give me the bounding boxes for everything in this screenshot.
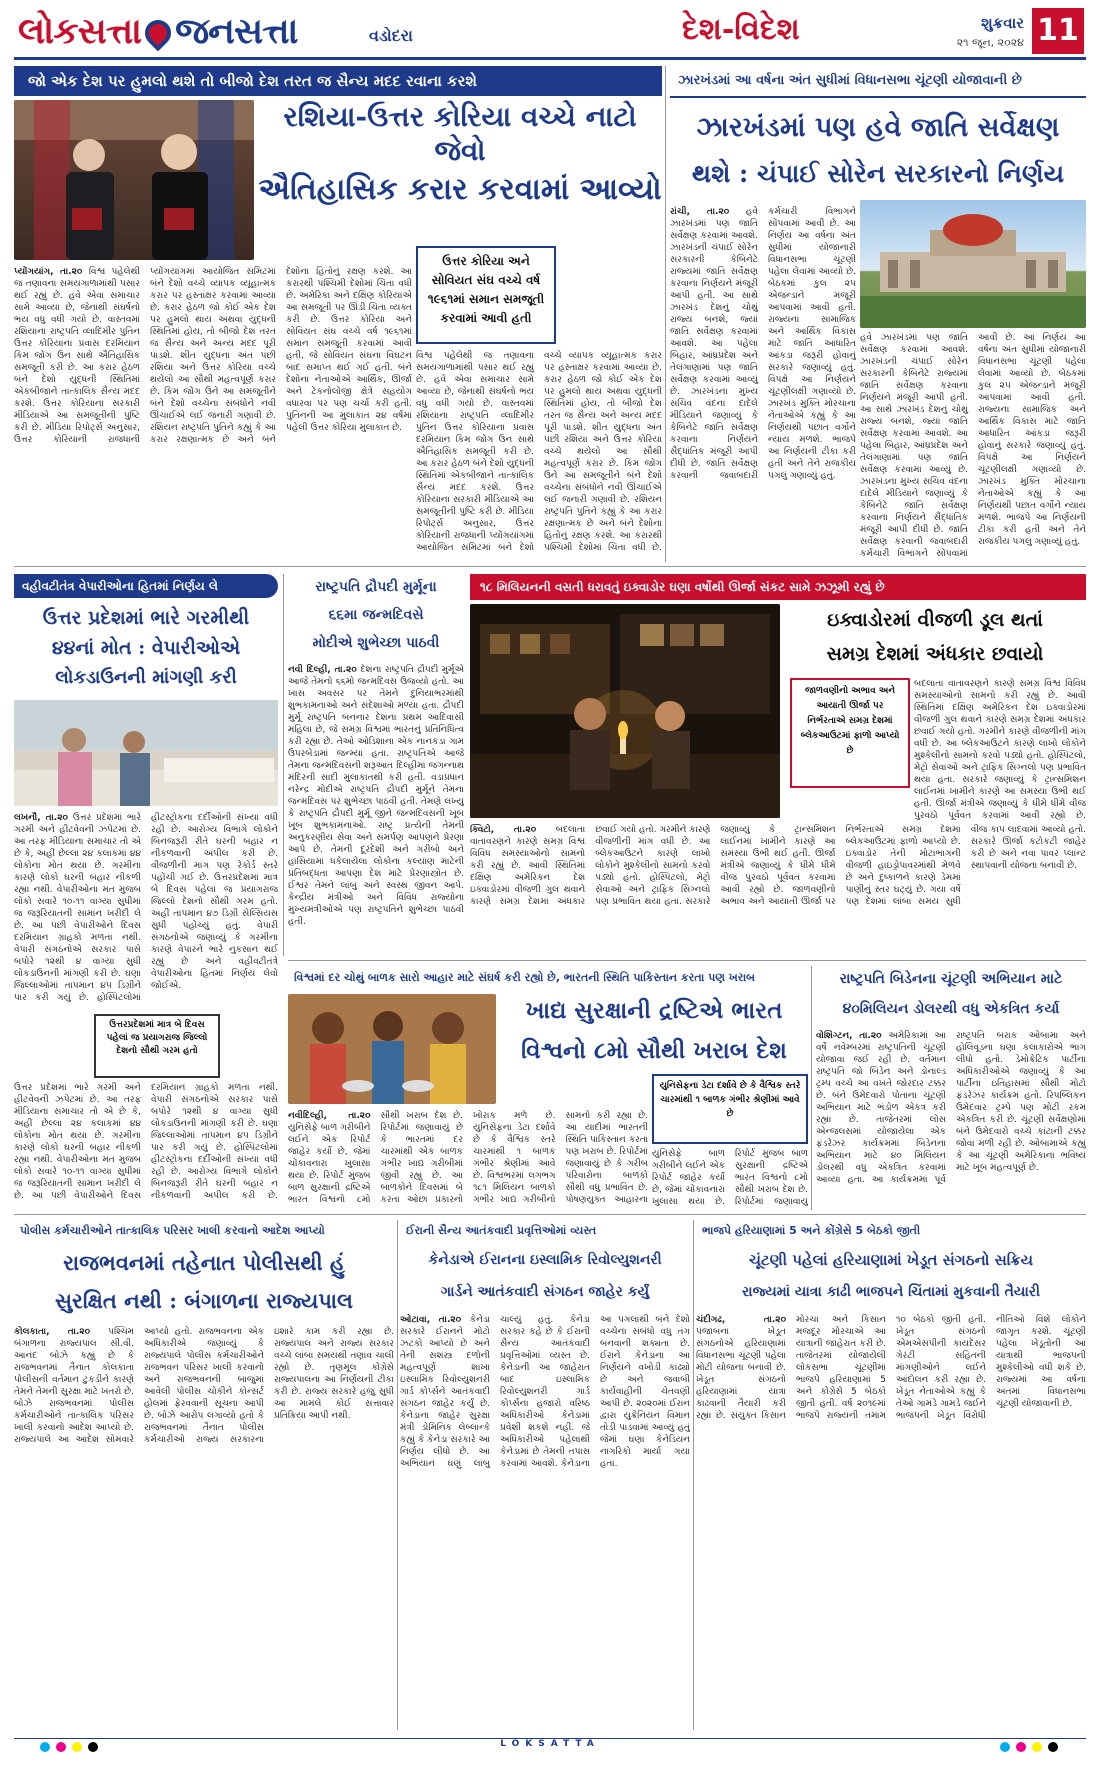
hospital-ward-illustration (14, 700, 278, 806)
jharkhand-kicker: ઝારખંડમાં આ વર્ષના અંત સુધીમાં વિધાનસભા ચૂંટણી યોજાવાની છે (670, 66, 1086, 96)
jharkhand-body-text: હવે ઝારખંડમાં પણ જાતિ સર્વેક્ષણ કરવામાં આવશે. ઝારખંડની ચંપાઈ સોરેન સરકારની કેબિનેટે રાજ્યમાં જાતિ સર્વેક્ષણ કરવાના નિર્ણયને મંજૂરી આપી હતી. આ સાથે ઝારખંડ દેશનું ચોથું રાજ્ય બનશે, જ્યાં જાતિ સર્વેક્ષણ કરવામાં આવશે. આ પહેલા બિહાર, આંધ્રપ્રદેશ અને તેલંગાણામાં પણ જાતિ સર્વેક્ષણ કરવામાં આવ્યું છે. ઝારખંડના મુખ્ય સચિવ વંદના દાદેલે મીડિયાને જણાવ્યું કે કેબિનેટે જાતિ સર્વેક્ષણ કરવાના નિર્ણયને સૈદ્ધાંતિક મંજૂરી આપી દીધી છે. જાતિ સર્વેક્ષણ કરવાની જવાબદારી કર્મચારી વિભાગને સોંપવામાં આવી છે. આ નિર્ણય આ વર્ષના અંત સુધીમાં યોજાનારી વિધાનસભા ચૂંટણી પહેલા લેવામાં આવ્યો છે. બેઠકમાં કુલ ૨૫ એજન્ડાને મંજૂરી આપવામાં આવી હતી. રાજ્યના સામાજિક અને આર્થિક વિકાસ માટે જાતિ આધારિત આંકડા જરૂરી હોવાનું સરકારે જણાવ્યું હતું. વિપક્ષે આ નિર્ણયને ચૂંટણીલક્ષી ગણાવ્યો છે. ઝારખંડ મુક્તિ મોરચાના નેતાઓએ કહ્યું કે આ નિર્ણયથી પછાત વર્ગોને ન્યાય મળશે. ભાજપે આ નિર્ણયની ટીકા કરી હતી અને તેને રાજકીય પગલું ગણાવ્યું હતું. (670, 207, 856, 481)
column-rule-4 (397, 1220, 398, 1730)
murmu-body-text: દેશના રાષ્ટ્રપતિ દ્રૌપદી મુર્મૂએ આજે તેમનો ૬૬મો જન્મદિવસ ઉજવ્યો હતો. આ ખાસ અવસર પર તેમને દુનિયાભરમાંથી શુભકામનાઓ અને સંદેશાઓ મળ્યા હતા. દ્રૌપદી મુર્મૂ રાષ્ટ્રપતિ બનનાર દેશના પ્રથમ આદિવાસી મહિલા છે, જે સમગ્ર વિશ્વમાં ભારતનું પ્રતિનિધિત્વ કરી રહ્યા છે. તેઓ ઓડિશાના એક નાનકડા ગામ ઉપરબેડામાં જન્મ્યા હતા. રાષ્ટ્રપતિએ આજે તેમના જન્મદિવસની શરૂઆત દિલ્હીમાં જગન્નાથ મંદિરની સાદી મુલાકાતથી કરી હતી. વડાપ્રધાન નરેન્દ્ર મોદીએ રાષ્ટ્રપતિ દ્રૌપદી મુર્મૂને તેમના જન્મદિવસ પર શુભેચ્છા પાઠવી હતી. તેમણે લખ્યું કે રાષ્ટ્રપતિ દ્રૌપદી મુર્મૂ જીને જન્મદિવસની ખૂબ ખૂબ શુભકામનાઓ. રાષ્ટ્ર પ્રત્યેની તેમની અનુકરણીય સેવા અને સમર્પણ આપણને પ્રેરણા આપે છે. તેમની દૂરંદેશી અને ગરીબો અને હાંસિયામાં ધકેલાયેલા લોકોના કલ્યાણ માટેની પ્રતિબદ્ધતા આપણા દેશ માટે પ્રેરણાસ્ત્રોત છે. ઈશ્વર તેમને લાંબુ અને સ્વસ્થ જીવન આપે. કેન્દ્રીય મંત્રીઓ અને વિવિધ રાજ્યોના મુખ્યમંત્રીઓએ પણ રાષ્ટ્રપતિને શુભેચ્છા પાઠવી હતી. (288, 665, 464, 927)
food-body-text-continued: યુનિસેફે બાળ ગરીબીને લઈને એક રિપોર્ટ જાહેર કર્યો છે, જેમાં ચોંકાવનારા ખુલાસા થયા છે. રિપોર્ટ મુજબ બાળ સુરક્ષાની દ્રષ્ટિએ ભારત વિશ્વનો ૮મો સૌથી ખરાબ દેશ છે. રિપોર્ટમાં જણાવાયું (652, 1149, 808, 1207)
ecuador-body-text-side: બદલાતા વાતાવરણને કારણે સમગ્ર વિશ્વ વિવિધ સમસ્યાઓનો સામનો કરી રહ્યું છે. આવી સ્થિતિમાં દક્ષિણ અમેરિકન દેશ ઇક્વાડોરમાં વીજળી ગુલ થવાને કારણે સમગ્ર દેશમાં અંધકાર છવાઈ ગયો હતો. ગરમીને કારણે વીજળીની માંગ વધી છે. આ બ્લેકઆઉટને કારણે લાખો લોકોને મુશ્કેલીનો સામનો કરવો પડ્યો હતો. હોસ્પિટલો, મેટ્રો સેવાઓ અને ટ્રાફિક સિગ્નલો પણ પ્રભાવિત થયા હતા. સરકારે જણાવ્યું કે ટ્રાન્સમિશન લાઈનમાં ખામીને કારણે આ સમસ્યા ઉભી થઈ હતી. ઊર્જા મંત્રીએ જણાવ્યું કે ધીમે ધીમે વીજ પુરવઠો પૂર્વવત કરવામાં આવી રહ્યો છે. (914, 679, 1086, 820)
registration-dot-icon (1048, 1742, 1058, 1752)
murmu-dateline: નવી દિલ્હી, તા.૨૦ (288, 665, 361, 675)
food-kicker: વિશ્વમાં દર ચોથું બાળક સારો આહાર માટે સંઘર્ષ કરી રહ્યો છે, ભારતની સ્થિતિ પાકિસ્તાન કરતા પણ ખરાબ (288, 966, 808, 990)
masthead-logo (18, 10, 298, 53)
ecuador-kicker: ૧૮ મિલિયનની વસતી ધરાવતું ઇક્વાડોર ઘણા વર્ષોથી ઊર્જા સંકટ સામે ઝઝૂમી રહ્યું છે (470, 574, 1086, 600)
registration-dot-icon (1000, 1742, 1010, 1752)
ecuador-body (470, 824, 1086, 956)
up-heat-headline-line2: ૪૪નાં મોત : વેપારીઓએ (51, 637, 241, 659)
food-photo (288, 994, 496, 1104)
murmu-headline-line3: મોદીએ શુભેચ્છા પાઠવી (312, 635, 440, 651)
biden-headline-line1: રાષ્ટ્રપતિ બિડેનના ચૂંટણી અભિયાન માટે (839, 971, 1063, 987)
russia-kicker: જો એક દેશ પર હુમલો થશે તો બીજો દેશ તરત જ સૈન્ય મદદ રવાના કરશે (14, 66, 662, 96)
section-title: દેશ-વિદેશ (682, 12, 800, 47)
haryana-body (696, 1314, 1086, 1730)
registration-dot-icon (1016, 1742, 1026, 1752)
issue-day: શુક્રવાર (981, 14, 1024, 32)
location-pin-icon (140, 15, 177, 52)
food-body-continued (652, 1148, 808, 1210)
russia-callout: ઉત્તર કોરિયા અને સોવિયત સંઘ વચ્ચે વર્ષ ૧૯૬૧માં સમાન સમજૂતી કરવામાં આવી હતી (416, 246, 556, 344)
food-body-text: યુનિસેફે બાળ ગરીબીને લઈને એક રિપોર્ટ જાહેર કર્યો છે, જેમાં ચોંકાવનારા ખુલાસા થયા છે. રિપોર્ટ મુજબ બાળ સુરક્ષાની દ્રષ્ટિએ ભારત વિશ્વનો ૮મો સૌથી ખરાબ દેશ છે. રિપોર્ટમાં જણાવાયું છે કે ભારતમાં દર ચારમાંથી એક બાળક ગંભીર ખાદ્ય ગરીબીમાં જીવી રહ્યું છે. આ બાળકોને દિવસમાં બે કરતા ઓછા પ્રકારનો ખોરાક મળે છે. યુનિસેફના ડેટા દર્શાવે છે કે વૈશ્વિક સ્તરે ચારમાંથી ૧ બાળક ગંભીર શ્રેણીમાં આવે છે. વિશ્વભરમાં લગભગ ૧૮૧ મિલિયન બાળકો ગંભીર ખાદ્ય ગરીબીનો સામનો કરી રહ્યા છે. આ યાદીમાં ભારતની સ્થિતિ પાકિસ્તાન કરતા પણ ખરાબ છે. રિપોર્ટમાં જણાવાયું છે કે ગરીબ પરિવારોના બાળકો સૌથી વધુ પ્રભાવિત છે. પોષણયુક્ત આહારના (288, 1111, 648, 1205)
masthead (14, 8, 1086, 60)
assembly-building-illustration (860, 200, 1086, 328)
registration-dot-icon (56, 1742, 66, 1752)
murmu-headline-line1: રાષ્ટ્રપતિ દ્રૌપદી મુર્મૂના (315, 579, 437, 595)
column-rule-5 (693, 1220, 694, 1730)
food-headline-line1: ખાદ્ય સુરક્ષાની દ્રષ્ટિએ ભારત (525, 997, 783, 1024)
logo-part-2: જનસત્તા (175, 10, 298, 52)
leaders-handshake-illustration (14, 100, 254, 260)
iran-body (400, 1314, 690, 1730)
jharkhand-dateline: રાંચી, તા.૨૦ (670, 207, 746, 217)
edition-city: વડોદરા (369, 26, 413, 45)
up-heat-photo (14, 700, 278, 806)
biden-body (816, 1030, 1086, 1210)
registration-dot-icon (40, 1742, 50, 1752)
up-heat-dateline: લખનૌ, તા.૨૦ (14, 813, 73, 823)
ecuador-body-side (914, 678, 1086, 820)
bengal-kicker: પોલીસ કર્મચારીઓને તાત્કાલિક પરિસર ખાલી કરવાનો આદેશ આપ્યો (14, 1220, 394, 1242)
issue-date: ૨૧ જૂન, ૨૦૨૪ (956, 36, 1024, 49)
bengal-body (14, 1326, 394, 1730)
food-headline-line2: વિશ્વનો ૮મો સૌથી ખરાબ દેશ (521, 1037, 787, 1064)
iran-body-text: કેનેડા સરકારે ઈરાનને મોટો ઝટકો આપ્યો છે અને તેની સશસ્ત્ર દળોની મહત્વપૂર્ણ શાખા ઇસ્લામિક રિવોલ્યુશનરી ગાર્ડ કોર્પ્સને આતંકવાદી સંગઠન જાહેર કર્યું છે. કેનેડાના જાહેર સુરક્ષા મંત્રી ડોમિનિક લેબ્લાન્કે કહ્યું કે કેનેડા સરકારે આ નિર્ણય લીધો છે. આ અભિયાન ઘણું લાંબુ ચાલ્યું હતું. કેનેડા સરકાર કહે છે કે ઈરાની સૈન્ય આતંકવાદી પ્રવૃત્તિઓમાં વ્યસ્ત છે. કેનેડાની આ જાહેરાત બાદ ઇસ્લામિક રિવોલ્યુશનરી ગાર્ડ કોર્પ્સના હજારો વરિષ્ઠ અધિકારીઓ કેનેડામાં પ્રવેશી શકશે નહીં. જે અધિકારીઓ પહેલાથી કેનેડામાં છે તેમની તપાસ કરવામાં આવશે. કેનેડાના આ પગલાથી બંને દેશો વચ્ચેના સંબંધો વધુ તંગ બનવાની શક્યતા છે. ઈરાને કેનેડાના આ નિર્ણયને વખોડી કાઢ્યો છે અને જવાબી કાર્યવાહીની ચેતવણી આપી છે. ૨૦૨૦માં ઈરાન દ્વારા યુક્રેનિયન વિમાન તોડી પાડવામાં આવ્યું હતું જેમાં ઘણા કેનેડિયન નાગરિકો માર્યા ગયા હતા. (400, 1315, 690, 1469)
russia-body (14, 266, 412, 562)
jharkhand-photo (860, 200, 1086, 328)
ecuador-dateline: ક્વિટો, તા.૨૦ (470, 825, 556, 835)
children-eating-illustration (288, 994, 496, 1104)
bengal-headline-line1: રાજભવનમાં તહેનાત પોલીસથી હું (63, 1250, 345, 1275)
ecuador-photo (470, 604, 780, 818)
russia-headline-line1: રશિયા-ઉત્તર કોરિયા વચ્ચે નાટો જેવો (283, 100, 637, 167)
column-rule-3 (811, 966, 812, 1210)
murmu-body (288, 664, 464, 956)
russia-body-text: વિશ્વ પહેલેથી જ તણાવના સમયગાળામાંથી પસાર થઈ રહ્યું છે. હવે એવા સમાચાર સામે આવ્યા છે, જેનાથી સંઘર્ષનો ભય વધુ વધી ગયો છે. વાસ્તવમાં રશિયાના રાષ્ટ્રપતિ વ્લાદિમીર પુતિન ઉત્તર કોરિયાના પ્રવાસ દરમિયાન કિમ જોંગ ઉન સાથે ઐતિહાસિક સમજૂતી કરી છે. આ કરાર હેઠળ બંને દેશો યુદ્ધની સ્થિતિમાં એકબીજાને તાત્કાલિક સૈન્ય મદદ કરશે. ઉત્તર કોરિયાના સરકારી મીડિયાએ આ સમજૂતીની પુષ્ટિ કરી છે. મીડિયા રિપોર્ટ્સ અનુસાર, ઉત્તર કોરિયાની રાજધાની પ્યોંગયાંગમાં આયોજિત સમિટમાં બંને દેશો વચ્ચે વ્યાપક વ્યૂહાત્મક કરાર પર હસ્તાક્ષર કરવામાં આવ્યા છે. કરાર હેઠળ જો કોઈ એક દેશ પર હુમલો થાય અથવા યુદ્ધની સ્થિતિમાં હોય, તો બીજો દેશ તરત જ સૈન્ય અને અન્ય મદદ પૂરી પાડશે. શીત યુદ્ધના અંત પછી રશિયા અને ઉત્તર કોરિયા વચ્ચે થયેલો આ સૌથી મહત્વપૂર્ણ કરાર છે. કિમ જોંગ ઉને આ સમજૂતીને બંને દેશો વચ્ચેના સંબંધોને નવી ઊંચાઈએ લઈ જનારી ગણાવી છે. રશિયન રાષ્ટ્રપતિ પુતિને કહ્યું કે આ કરાર રક્ષણાત્મક છે અને બંને દેશોના હિતોનું રક્ષણ કરશે. આ કરારથી પશ્ચિમી દેશોમાં ચિંતા વધી છે. અમેરિકા અને દક્ષિણ કોરિયાએ આ સમજૂતી પર ઊંડી ચિંતા વ્યક્ત કરી છે. ઉત્તર કોરિયા અને સોવિયત સંઘ વચ્ચે વર્ષ ૧૯૬૧માં સમાન સમજૂતી કરવામાં આવી હતી, જે સોવિયત સંઘના વિઘટન બાદ સમાપ્ત થઈ ગઈ હતી. બંને દેશોના નેતાઓએ આર્થિક, ઊર્જા અને ટેકનોલોજી ક્ષેત્રે સહયોગ વધારવા પર પણ ચર્ચા કરી હતી. પુતિનની આ મુલાકાત ૨૪ વર્ષમાં પહેલી ઉત્તર કોરિયા મુલાકાત છે. (14, 267, 412, 445)
ecuador-callout: જાળવણીનો અભાવ અને આયાતી ઊર્જા પર નિર્ભરતાએ સમગ્ર દેશમાં બ્લેકઆઉટમાં ફાળો આપ્યો છે (790, 678, 910, 788)
jharkhand-body-continued (860, 332, 1086, 562)
page-number: 11 (1032, 8, 1084, 54)
row-rule-3 (14, 1214, 1086, 1215)
bengal-headline-line2: સુરક્ષિત નથી : બંગાળના રાજ્યપાલ (55, 1288, 353, 1313)
haryana-body-text: પંજાબના ખેડૂત સંગઠનોએ હરિયાણામાં વિધાનસભા ચૂંટણી પહેલા મોટી યોજના બનાવી છે. ખેડૂત સંગઠનો હરિયાણામાં યાત્રા કાઢવાની તૈયારી કરી રહ્યા છે. સંયુક્ત કિસાન મોરચા અને કિસાન મજદૂર મોરચાએ આ યાત્રાની જાહેરાત કરી છે. તાજેતરમાં યોજાયેલી લોકસભા ચૂંટણીમાં ભાજપે હરિયાણામાં 5 અને કોંગ્રેસે 5 બેઠકો જીતી હતી. વર્ષ ૨૦૧૯માં ભાજપે રાજ્યની તમામ ૧૦ બેઠકો જીતી હતી. ખેડૂત સંગઠનો એમએસપીની કાયદેસર ગેરંટી સહિતની માંગણીઓને લઈને આંદોલન કરી રહ્યા છે. ખેડૂત નેતાઓએ કહ્યું કે તેઓ ગામડે ગામડે જઈને ભાજપની ખેડૂત વિરોધી નીતિઓ વિશે લોકોને જાગૃત કરશે. ચૂંટણી પહેલા ખેડૂતોની આ યાત્રાથી ભાજપની મુશ્કેલીઓ વધી શકે છે. રાજ્યમાં આ વર્ષના અંતમાં વિધાનસભા ચૂંટણી યોજાવાની છે. (696, 1315, 1086, 1421)
iran-dateline: ઓટાવા, તા.૨૦ (400, 1315, 470, 1325)
row-rule-1 (14, 566, 1086, 567)
biden-body-text: અમેરિકામાં આ વર્ષે નવેમ્બરમાં રાષ્ટ્રપતિની ચૂંટણી યોજાવા જઈ રહી છે. વર્તમાન રાષ્ટ્રપતિ જો બિડેન અને ડોનાલ્ડ ટ્રમ્પ વચ્ચે આ વખતે જોરદાર ટક્કર છે. બંને ઉમેદવારો પોતાના ચૂંટણી અભિયાન માટે ભંડોળ એકત્ર કરી રહ્યા છે. તાજેતરમાં લોસ એન્જલસમાં યોજાયેલા એક ફંડરેઝર કાર્યક્રમમાં બિડેનના અભિયાન માટે ૪૦ મિલિયન ડોલરથી વધુ એકત્રિત કરવામાં આવ્યા હતા. આ કાર્યક્રમમાં પૂર્વ રાષ્ટ્રપતિ બરાક ઓબામા અને હોલિવૂડના ઘણા કલાકારોએ ભાગ લીધો હતો. ડેમોક્રેટિક પાર્ટીના અધિકારીઓએ જણાવ્યું કે આ પાર્ટીના ઇતિહાસમાં સૌથી મોટો ફંડરેઝર કાર્યક્રમ હતો. રિપબ્લિકન ઉમેદવાર ટ્રમ્પે પણ મોટી રકમ એકત્રિત કરી છે. ચૂંટણી સર્વેક્ષણોમાં બંને ઉમેદવારો વચ્ચે કાંટાની ટક્કર જોવા મળી રહી છે. ઓબામાએ કહ્યું કે આ ચૂંટણી અમેરિકાના ભવિષ્ય માટે ખૂબ મહત્વપૂર્ણ છે. (816, 1031, 1086, 1185)
registration-dot-icon (1032, 1742, 1042, 1752)
logo-part-1: લોકસત્તા (18, 10, 142, 52)
registration-dot-icon (88, 1742, 98, 1752)
russia-headline-line2: ઐતિહાસિક કરાર કરવામાં આવ્યો (258, 172, 662, 207)
haryana-headline-line1: ચૂંટણી પહેલાં હરિયાણામાં ખેડૂત સંગઠનો સક્રિય (748, 1251, 1034, 1269)
biden-headline-line2: ૪૦મિલિયન ડોલરથી વધુ એકત્રિત કર્યા (842, 1001, 1060, 1017)
food-callout: યુનિસેફના ડેટા દર્શાવે છે કે વૈશ્વિક સ્તરે ચારમાંથી ૧ બાળક ગંભીર શ્રેણીમાં આવે છે (652, 1074, 808, 1144)
jharkhand-headline-line2: થશે : ચંપાઈ સોરેન સરકારનો નિર્ણય (691, 159, 1065, 188)
ecuador-headline-line2: સમગ્ર દેશમાં અંધકાર છવાયો (826, 643, 1044, 665)
up-heat-headline-line3: લોકડાઉનની માંગણી કરી (55, 667, 237, 688)
murmu-headline-line2: ૬૬મા જન્મદિવસે (328, 607, 424, 623)
russia-photo (14, 100, 254, 260)
haryana-headline-line2: રાજ્યમાં યાત્રા કાઢી ભાજપને ચિંતામાં મુકવાની તૈયારી (741, 1284, 1041, 1300)
haryana-dateline: ચંદીગઢ, તા.૨૦ (696, 1315, 786, 1325)
food-body (288, 1110, 648, 1210)
biden-dateline: વોશિંગ્ટન, તા.૨૦ (816, 1031, 889, 1041)
up-heat-kicker: વહીવટીતંત્ર વેપારીઓના હિતમાં નિર્ણય લે (14, 574, 278, 598)
bengal-body-text: પશ્ચિમ બંગાળના રાજ્યપાલ સી.વી. આનંદ બોઝે કહ્યું છે કે રાજભવનમાં તૈનાત કોલકાતા પોલીસની વર્તમાન ટુકડીને કારણે તેમને તેમની સુરક્ષા માટે ખતરો છે. બોઝે રાજભવનમાં પોલીસ કર્મચારીઓને તાત્કાલિક પરિસર ખાલી કરવાનો આદેશ આપ્યો છે. રાજ્યપાલે આ આદેશ સોમવારે આપ્યો હતો. રાજભવનના એક અધિકારીએ જણાવ્યું કે રાજ્યપાલે પોલીસ કર્મચારીઓને રાજભવન પરિસર ખાલી કરવાનો અને રાજભવનની બાજુમાં આવેલી પોલીસ ચોકીને કોન્સર્ટ હોલમાં ફેરવવાની સૂચના આપી છે. બોઝે આરોપ લગાવ્યો હતો કે રાજભવનમાં તૈનાત પોલીસ કર્મચારીઓ રાજ્ય સરકારના ઇશારે કામ કરી રહ્યા છે. રાજ્યપાલ અને રાજ્ય સરકાર વચ્ચે લાંબા સમયથી તણાવ ચાલી રહ્યો છે. તૃણમૂલ કોંગ્રેસે રાજ્યપાલના આ નિર્ણયની ટીકા કરી છે. રાજ્ય સરકારે હજુ સુધી આ મામલે કોઈ સત્તાવાર પ્રતિક્રિયા આપી નથી. (14, 1327, 394, 1445)
column-rule-2 (283, 574, 284, 956)
up-heat-body-text: ઉત્તર પ્રદેશમાં ભારે ગરમી અને હીટવેવની ઝપેટમાં છે. આ તરફ મીડિયાના સમાચાર તો એ છે કે, અહીં છેલ્લા ૨૪ કલાકમાં ૪૪ લોકોના મોત થયા છે. ગરમીના કારણે લોકો ઘરની બહાર નીકળી રહ્યા નથી. વેપારીઓના મત મુજબ લોકો સવારે ૧૦-૧૧ વાગ્યા સુધીમાં જ જરૂરિયાતની સામાન ખરીદી લે છે. આ પછી વેપારીઓને દિવસ દરમિયાન ગ્રાહકો મળતા નથી. વેપારી સંગઠનોએ સરકાર પાસે બપોરે ૧૨થી ૪ વાગ્યા સુધી લોકડાઉનની માંગણી કરી છે. ઘણા જિલ્લાઓમાં તાપમાન ૪૫ ડિગ્રીને પાર કરી ગયું છે. હોસ્પિટલોમાં હીટસ્ટ્રોકના દર્દીઓની સંખ્યા વધી રહી છે. આરોગ્ય વિભાગે લોકોને બિનજરૂરી રીતે ઘરની બહાર ન નીકળવાની અપીલ કરી છે. વીજળીની માંગ પણ રેકોર્ડ સ્તરે પહોંચી ગઈ છે. ઉત્તરપ્રદેશમાં માત્ર બે દિવસ પહેલાં જ પ્રયાગરાજ જિલ્લો દેશનો સૌથી ગરમ હતો. અહીં તાપમાન ૪૭ ડિગ્રી સેલ્સિયસ સુધી પહોંચ્યું હતું. વેપારી સંગઠનોએ જણાવ્યું કે ગરમીના કારણે વેપારને ભારે નુકસાન થઈ રહ્યું છે અને વહીવટીતંત્રે વેપારીઓના હિતમાં નિર્ણય લેવો જોઈએ. (14, 813, 278, 1003)
russia-body-continued (416, 350, 662, 562)
up-heat-callout: ઉત્તરપ્રદેશમાં માત્ર બે દિવસ પહેલાં જ પ્રયાગરાજ જિલ્લો દેશનો સૌથી ગરમ હતો (94, 1014, 220, 1078)
column-rule (665, 66, 666, 562)
row-rule-2 (288, 960, 1086, 961)
russia-dateline: પ્યોંગયાંગ, તા.૨૦ (14, 267, 89, 277)
up-heat-body-continued (14, 1082, 278, 1204)
up-heat-body (14, 812, 278, 1012)
iran-headline-line2: ગાર્ડને આતંકવાદી સંગઠન જાહેર કર્યું (440, 1284, 650, 1300)
up-heat-headline-line1: ઉત્તર પ્રદેશમાં ભારે ગરમીથી (42, 607, 250, 629)
ecuador-headline-line1: ઇક્વાડોરમાં વીજળી ડૂલ થતાં (827, 609, 1043, 631)
ecuador-body-text: બદલાતા વાતાવરણને કારણે સમગ્ર વિશ્વ વિવિધ સમસ્યાઓનો સામનો કરી રહ્યું છે. આવી સ્થિતિમાં દક્ષિણ અમેરિકન દેશ ઇક્વાડોરમાં વીજળી ગુલ થવાને કારણે સમગ્ર દેશમાં અંધકાર છવાઈ ગયો હતો. ગરમીને કારણે વીજળીની માંગ વધી છે. આ બ્લેકઆઉટને કારણે લાખો લોકોને મુશ્કેલીનો સામનો કરવો પડ્યો હતો. હોસ્પિટલો, મેટ્રો સેવાઓ અને ટ્રાફિક સિગ્નલો પણ પ્રભાવિત થયા હતા. સરકારે જણાવ્યું કે ટ્રાન્સમિશન લાઈનમાં ખામીને કારણે આ સમસ્યા ઉભી થઈ હતી. ઊર્જા મંત્રીએ જણાવ્યું કે ધીમે ધીમે વીજ પુરવઠો પૂર્વવત કરવામાં આવી રહ્યો છે. જાળવણીનો અભાવ અને આયાતી ઊર્જા પર નિર્ભરતાએ સમગ્ર દેશમાં બ્લેકઆઉટમાં ફાળો આપ્યો છે. ઇક્વાડોર તેની મોટાભાગની વીજળી હાઇડ્રોપાવરમાંથી મેળવે છે અને દુષ્કાળને કારણે ડેમમાં પાણીનું સ્તર ઘટ્યું છે. ગયા વર્ષે પણ દેશમાં લાંબા સમય સુધી વીજ કાપ લાદવામાં આવ્યો હતો. સરકારે ઊર્જા કટોકટી જાહેર કરી છે અને નવા પાવર પ્લાન્ટ સ્થાપવાની યોજના બનાવી છે. (470, 825, 1086, 907)
iran-headline-line1: કેનેડાએ ઈરાનના ઇસ્લામિક રિવોલ્યુશનરી (428, 1252, 662, 1268)
candle-lit-shop-illustration (470, 604, 780, 818)
jharkhand-body-text-continued: હવે ઝારખંડમાં પણ જાતિ સર્વેક્ષણ કરવામાં આવશે. ઝારખંડની ચંપાઈ સોરેન સરકારની કેબિનેટે રાજ્યમાં જાતિ સર્વેક્ષણ કરવાના નિર્ણયને મંજૂરી આપી હતી. આ સાથે ઝારખંડ દેશનું ચોથું રાજ્ય બનશે, જ્યાં જાતિ સર્વેક્ષણ કરવામાં આવશે. આ પહેલા બિહાર, આંધ્રપ્રદેશ અને તેલંગાણામાં પણ જાતિ સર્વેક્ષણ કરવામાં આવ્યું છે. ઝારખંડના મુખ્ય સચિવ વંદના દાદેલે મીડિયાને જણાવ્યું કે કેબિનેટે જાતિ સર્વેક્ષણ કરવાના નિર્ણયને સૈદ્ધાંતિક મંજૂરી આપી દીધી છે. જાતિ સર્વેક્ષણ કરવાની જવાબદારી કર્મચારી વિભાગને સોંપવામાં આવી છે. આ નિર્ણય આ વર્ષના અંત સુધીમાં યોજાનારી વિધાનસભા ચૂંટણી પહેલા લેવામાં આવ્યો છે. બેઠકમાં કુલ ૨૫ એજન્ડાને મંજૂરી આપવામાં આવી હતી. રાજ્યના સામાજિક અને આર્થિક વિકાસ માટે જાતિ આધારિત આંકડા જરૂરી હોવાનું સરકારે જણાવ્યું હતું. વિપક્ષે આ નિર્ણયને ચૂંટણીલક્ષી ગણાવ્યો છે. ઝારખંડ મુક્તિ મોરચાના નેતાઓએ કહ્યું કે આ નિર્ણયથી પછાત વર્ગોને ન્યાય મળશે. ભાજપે આ નિર્ણયની ટીકા કરી હતી અને તેને રાજકીય પગલું ગણાવ્યું હતું. (860, 333, 1086, 559)
jharkhand-rule (670, 96, 1086, 98)
footer-brand: LOKSATTA (500, 1739, 600, 1749)
jharkhand-body (670, 206, 856, 562)
russia-body-text-continued: વિશ્વ પહેલેથી જ તણાવના સમયગાળામાંથી પસાર થઈ રહ્યું છે. હવે એવા સમાચાર સામે આવ્યા છે, જેનાથી સંઘર્ષનો ભય વધુ વધી ગયો છે. વાસ્તવમાં રશિયાના રાષ્ટ્રપતિ વ્લાદિમીર પુતિન ઉત્તર કોરિયાના પ્રવાસ દરમિયાન કિમ જોંગ ઉન સાથે ઐતિહાસિક સમજૂતી કરી છે. આ કરાર હેઠળ બંને દેશો યુદ્ધની સ્થિતિમાં એકબીજાને તાત્કાલિક સૈન્ય મદદ કરશે. ઉત્તર કોરિયાના સરકારી મીડિયાએ આ સમજૂતીની પુષ્ટિ કરી છે. મીડિયા રિપોર્ટ્સ અનુસાર, ઉત્તર કોરિયાની રાજધાની પ્યોંગયાંગમાં આયોજિત સમિટમાં બંને દેશો વચ્ચે વ્યાપક વ્યૂહાત્મક કરાર પર હસ્તાક્ષર કરવામાં આવ્યા છે. કરાર હેઠળ જો કોઈ એક દેશ પર હુમલો થાય અથવા યુદ્ધની સ્થિતિમાં હોય, તો બીજો દેશ તરત જ સૈન્ય અને અન્ય મદદ પૂરી પાડશે. શીત યુદ્ધના અંત પછી રશિયા અને ઉત્તર કોરિયા વચ્ચે થયેલો આ સૌથી મહત્વપૂર્ણ કરાર છે. કિમ જોંગ ઉને આ સમજૂતીને બંને દેશો વચ્ચેના સંબંધોને નવી ઊંચાઈએ લઈ જનારી ગણાવી છે. રશિયન રાષ્ટ્રપતિ પુતિને કહ્યું કે આ કરાર રક્ષણાત્મક છે અને બંને દેશોના હિતોનું રક્ષણ કરશે. આ કરારથી પશ્ચિમી દેશોમાં ચિંતા વધી છે. (416, 351, 662, 553)
registration-dot-icon (72, 1742, 82, 1752)
bengal-dateline: કોલકાતા, તા.૨૦ (14, 1327, 109, 1337)
jharkhand-headline-line1: ઝારખંડમાં પણ હવે જાતિ સર્વેક્ષણ (696, 112, 1060, 143)
iran-kicker: ઈરાની સૈન્ય આતંકવાદી પ્રવૃત્તિઓમાં વ્યસ્ત (400, 1220, 690, 1242)
up-heat-body-text-continued: ઉત્તર પ્રદેશમાં ભારે ગરમી અને હીટવેવની ઝપેટમાં છે. આ તરફ મીડિયાના સમાચાર તો એ છે કે, અહીં છેલ્લા ૨૪ કલાકમાં ૪૪ લોકોના મોત થયા છે. ગરમીના કારણે લોકો ઘરની બહાર નીકળી રહ્યા નથી. વેપારીઓના મત મુજબ લોકો સવારે ૧૦-૧૧ વાગ્યા સુધીમાં જ જરૂરિયાતની સામાન ખરીદી લે છે. આ પછી વેપારીઓને દિવસ દરમિયાન ગ્રાહકો મળતા નથી. વેપારી સંગઠનોએ સરકાર પાસે બપોરે ૧૨થી ૪ વાગ્યા સુધી લોકડાઉનની માંગણી કરી છે. ઘણા જિલ્લાઓમાં તાપમાન ૪૫ ડિગ્રીને પાર કરી ગયું છે. હોસ્પિટલોમાં હીટસ્ટ્રોકના દર્દીઓની સંખ્યા વધી રહી છે. આરોગ્ય વિભાગે લોકોને બિનજરૂરી રીતે ઘરની બહાર ન નીકળવાની અપીલ કરી છે. (14, 1083, 278, 1201)
haryana-kicker: ભાજપે હરિયાણામાં 5 અને કોંગ્રેસે 5 બેઠકો જીતી (696, 1220, 1086, 1242)
food-dateline: નવીદિલ્હી, તા.૨૦ (288, 1111, 371, 1121)
